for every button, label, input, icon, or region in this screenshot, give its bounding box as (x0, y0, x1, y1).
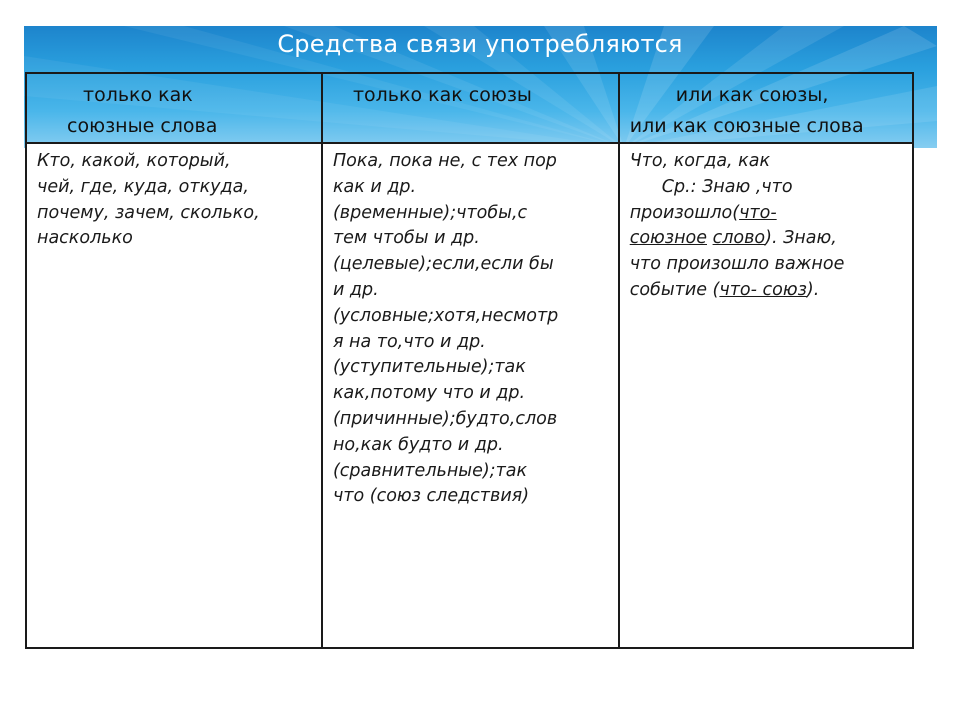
cell-line: Ср.: Знаю ,что (661, 176, 793, 197)
cell-line: (сравнительные);так (332, 460, 528, 481)
cell-line (630, 278, 902, 304)
cell-line: (целевые);если,если бы (332, 254, 554, 275)
underlined-fragment: союзное (629, 228, 707, 249)
cell-line: (уступительные);так (332, 357, 526, 378)
slide-title: Средства связи употребляются (277, 30, 683, 58)
underlined-fragment: что- союз (719, 279, 807, 300)
header-cell-only-conjunctions (322, 73, 619, 143)
header-text: только как союзы (352, 84, 532, 106)
cell-line: и др. (332, 279, 379, 300)
cell-line: Кто, какой, который, (37, 151, 231, 171)
underlined-fragment: что- (739, 202, 777, 223)
header-text: только как (83, 84, 193, 106)
cell-conjunctive-words (26, 143, 322, 648)
header-cell-either (619, 73, 913, 143)
underlined-fragment: слово (712, 228, 766, 249)
cell-line: Пока, пока не, с тех пор (332, 151, 557, 171)
cell-line: что (союз следствия) (332, 486, 530, 507)
cell-line (630, 226, 902, 252)
cell-line: тем чтобы и др. (332, 228, 480, 249)
text-fragment: ). Знаю, (765, 228, 837, 249)
cell-line: я на то,что и др. (332, 331, 486, 352)
header-text: или как союзы, (675, 84, 829, 106)
cell-line: (причинные);будто,слов (332, 408, 558, 429)
cell-line (630, 201, 902, 227)
cell-line: почему, зачем, сколько, (37, 202, 260, 223)
cell-line: но,как будто и др. (332, 434, 504, 455)
cell-line: как и др. (332, 176, 417, 197)
cell-line: чей, где, куда, откуда, (37, 176, 249, 197)
header-cell-only-conjunctive-words (26, 73, 322, 143)
connectors-table (25, 72, 914, 649)
cell-line: что произошло важное (629, 254, 845, 275)
text-fragment: событие ( (629, 279, 720, 300)
cell-line: Что, когда, как (629, 151, 771, 171)
table-body-row (26, 143, 913, 648)
table-header-row (26, 73, 913, 143)
text-fragment: ). (806, 279, 820, 300)
header-text: или как союзные слова (629, 115, 864, 137)
cell-line: насколько (37, 228, 133, 249)
cell-line: как,потому что и др. (332, 383, 526, 404)
cell-line: (условные;хотя,несмотр (332, 305, 559, 326)
cell-line: (временные);чтобы,с (332, 202, 528, 223)
cell-conjunctions (322, 143, 619, 648)
text-fragment: произошло( (629, 202, 740, 223)
cell-both (619, 143, 913, 648)
header-text: союзные слова (67, 115, 218, 137)
